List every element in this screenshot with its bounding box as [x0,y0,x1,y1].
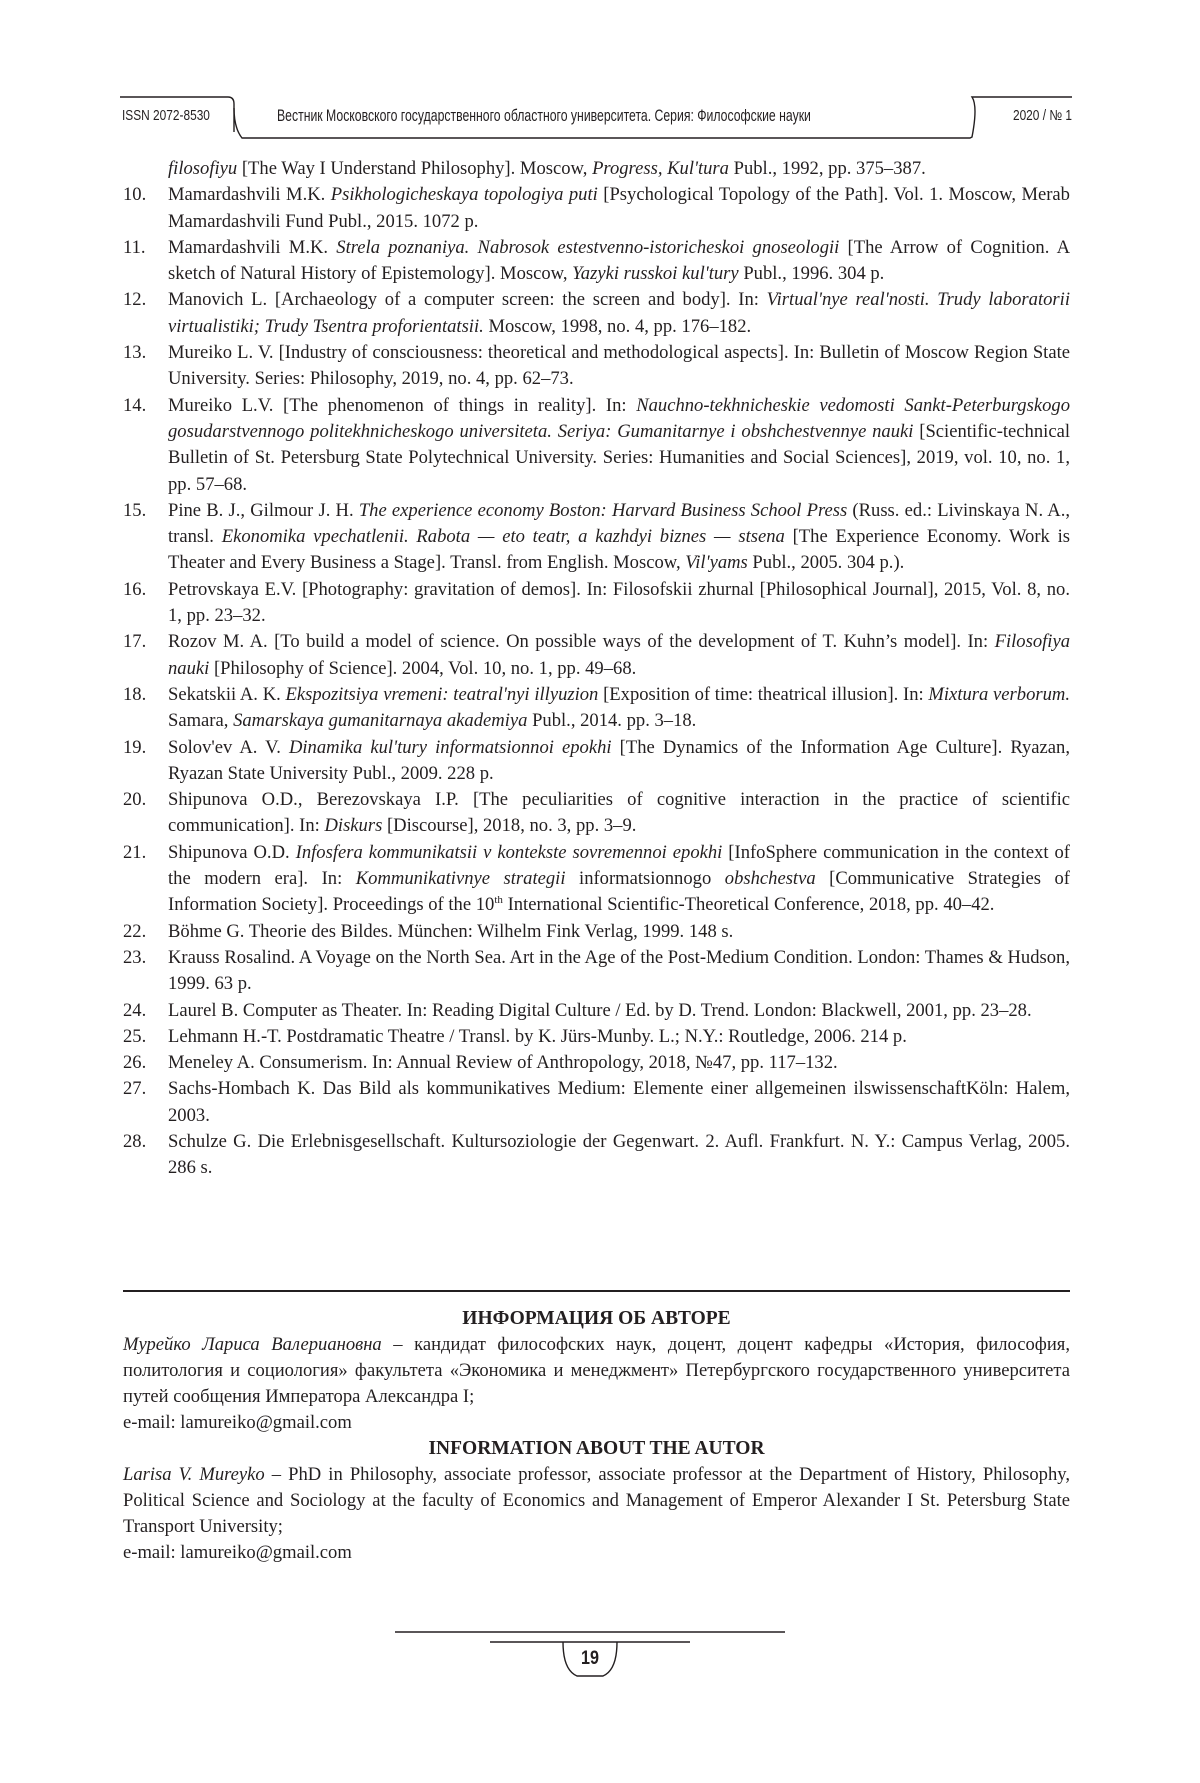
journal-page [0,0,1200,1783]
reference-continuation: filosofiyu [The Way I Understand Philosophy]. Moscow, Progress, Kul'tura Publ., 1992, pp. 375–387. [123,156,1070,182]
reference-item: 11. Mamardashvili M.K. Strela poznaniya. Nabrosok estestvenno-istoricheskoi gnoseologii [The Arrow of Cognition. A sketch of Natural History of Epistemology]. Moscow, Yazyki russkoi kul'tury Publ., 1996. 304 p. [123,235,1070,288]
reference-item: 21. Shipunova O.D. Infosfera kommunikatsii v kontekste sovremennoi epokhi [InfoSphere communication in the context of the modern era]. In: Kommunikativnye strategii informatsionnogo obshchestva [Communicative Strategies of Information Society]. Proceedings of the 10th International Scientific-Theoretical Conference, 2018, pp. 40–42. [123,840,1070,919]
reference-item: 23. Krauss Rosalind. A Voyage on the North Sea. Art in the Age of the Post-Medium Condition. London: Thames & Hudson, 1999. 63 p. [123,945,1070,998]
reference-item: 27. Sachs-Hombach K. Das Bild als kommunikatives Medium: Elemente einer allgemeinen ilswissenschaftKöln: Halem, 2003. [123,1076,1070,1129]
reference-item: 16. Petrovskaya E.V. [Photography: gravitation of demos]. In: Filosofskii zhurnal [Philosophical Journal], 2015, Vol. 8, no. 1, pp. 23–32. [123,577,1070,630]
reference-item: 15. Pine B. J., Gilmour J. H. The experience economy Boston: Harvard Business School Press (Russ. ed.: Livinskaya N. A., transl. Ekonomika vpechatlenii. Rabota — eto teatr, a kazhdyi biznes — stsena [The Experience Economy. Work is Theater and Every Business a Stage]. Transl. from English. Moscow, Vil'yams Publ., 2005. 304 p.). [123,498,1070,577]
page-number: 19 [424,1648,756,1670]
reference-item: 28. Schulze G. Die Erlebnisgesellschaft. Kultursoziologie der Gegenwart. 2. Aufl. Frankfurt. N. Y.: Campus Verlag, 2005. 286 s. [123,1129,1070,1182]
author-info [123,1306,1070,1566]
author-bio-ru: Мурейко Лариса Валериановна – кандидат философских наук, доцент, доцент кафедры «История, философия, политология и социология» факультета «Экономика и менеджмент» Петербургского государственного университета путей сообщения Императора Александра I; [123,1332,1070,1410]
reference-item: 18. Sekatskii A. K. Ekspozitsiya vremeni: teatral'nyi illyuzion [Exposition of time: theatrical illusion]. In: Mixtura verborum. Samara, Samarskaya gumanitarnaya akademiya Publ., 2014. pp. 3–18. [123,682,1070,735]
page-footer [395,1628,785,1688]
reference-item: 26. Meneley A. Consumerism. In: Annual Review of Anthropology, 2018, №47, pp. 117–132. [123,1050,1070,1076]
reference-item: 10. Mamardashvili M.K. Psikhologicheskaya topologiya puti [Psychological Topology of the Path]. Vol. 1. Moscow, Merab Mamardashvili Fund Publ., 2015. 1072 p. [123,182,1070,235]
reference-item: 14. Mureiko L.V. [The phenomenon of things in reality]. In: Nauchno-tekhnicheskie vedomosti Sankt-Peterburgskogo gosudarstvennogo politekhnicheskogo universiteta. Seriya: Gumanitarnye i obshchestvennye nauki [Scientific-technical Bulletin of St. Petersburg State Polytechnical University. Series: Humanities and Social Sciences], 2019, vol. 10, no. 1, pp. 57–68. [123,393,1070,498]
reference-item: 20. Shipunova O.D., Berezovskaya I.P. [The peculiarities of cognitive interaction in the practice of scientific communication]. In: Diskurs [Discourse], 2018, no. 3, pp. 3–9. [123,787,1070,840]
section-divider [123,1290,1070,1292]
author-heading-en: INFORMATION ABOUT THE AUTOR [123,1436,1070,1462]
author-bio-en: Larisa V. Mureyko – PhD in Philosophy, associate professor, associate professor at the Department of History, Philosophy, Political Science and Sociology at the faculty of Economics and Management of Emperor Alexander I St. Petersburg State Transport University; [123,1462,1070,1540]
journal-title: Вестник Московского государственного областного университета. Серия: Философские науки [277,106,811,126]
issn: ISSN 2072-8530 [122,108,210,124]
author-name-ru: Мурейко Лариса Валериановна [123,1334,382,1355]
author-email-en: e-mail: lamureiko@gmail.com [123,1540,1070,1566]
running-header [120,96,1072,138]
reference-item: 25. Lehmann H.-T. Postdramatic Theatre / Transl. by K. Jürs-Munby. L.; N.Y.: Routledge, 2006. 214 p. [123,1024,1070,1050]
reference-item: 13. Mureiko L. V. [Industry of consciousness: theoretical and methodological aspects]. In: Bulletin of Moscow Region State University. Series: Philosophy, 2019, no. 4, pp. 62–73. [123,340,1070,393]
reference-item: 17. Rozov M. A. [To build a model of science. On possible ways of the development of T. Kuhn’s model]. In: Filosofiya nauki [Philosophy of Science]. 2004, Vol. 10, no. 1, pp. 49–68. [123,629,1070,682]
reference-item: 19. Solov'ev A. V. Dinamika kul'tury informatsionnoi epokhi [The Dynamics of the Information Age Culture]. Ryazan, Ryazan State University Publ., 2009. 228 p. [123,735,1070,788]
author-heading-ru: ИНФОРМАЦИЯ ОБ АВТОРЕ [123,1306,1070,1332]
reference-item: 22. Böhme G. Theorie des Bildes. München: Wilhelm Fink Verlag, 1999. 148 s. [123,919,1070,945]
reference-list [123,156,1070,1182]
author-email-ru: e-mail: lamureiko@gmail.com [123,1410,1070,1436]
reference-item: 24. Laurel B. Computer as Theater. In: Reading Digital Culture / Ed. by D. Trend. London: Blackwell, 2001, pp. 23–28. [123,998,1070,1024]
issue-number: 2020 / № 1 [1013,108,1072,124]
reference-item: 12. Manovich L. [Archaeology of a computer screen: the screen and body]. In: Virtual'nye real'nosti. Trudy laboratorii virtualistiki; Trudy Tsentra proforientatsii. Moscow, 1998, no. 4, pp. 176–182. [123,287,1070,340]
author-name-en: Larisa V. Mureyko [123,1464,265,1485]
